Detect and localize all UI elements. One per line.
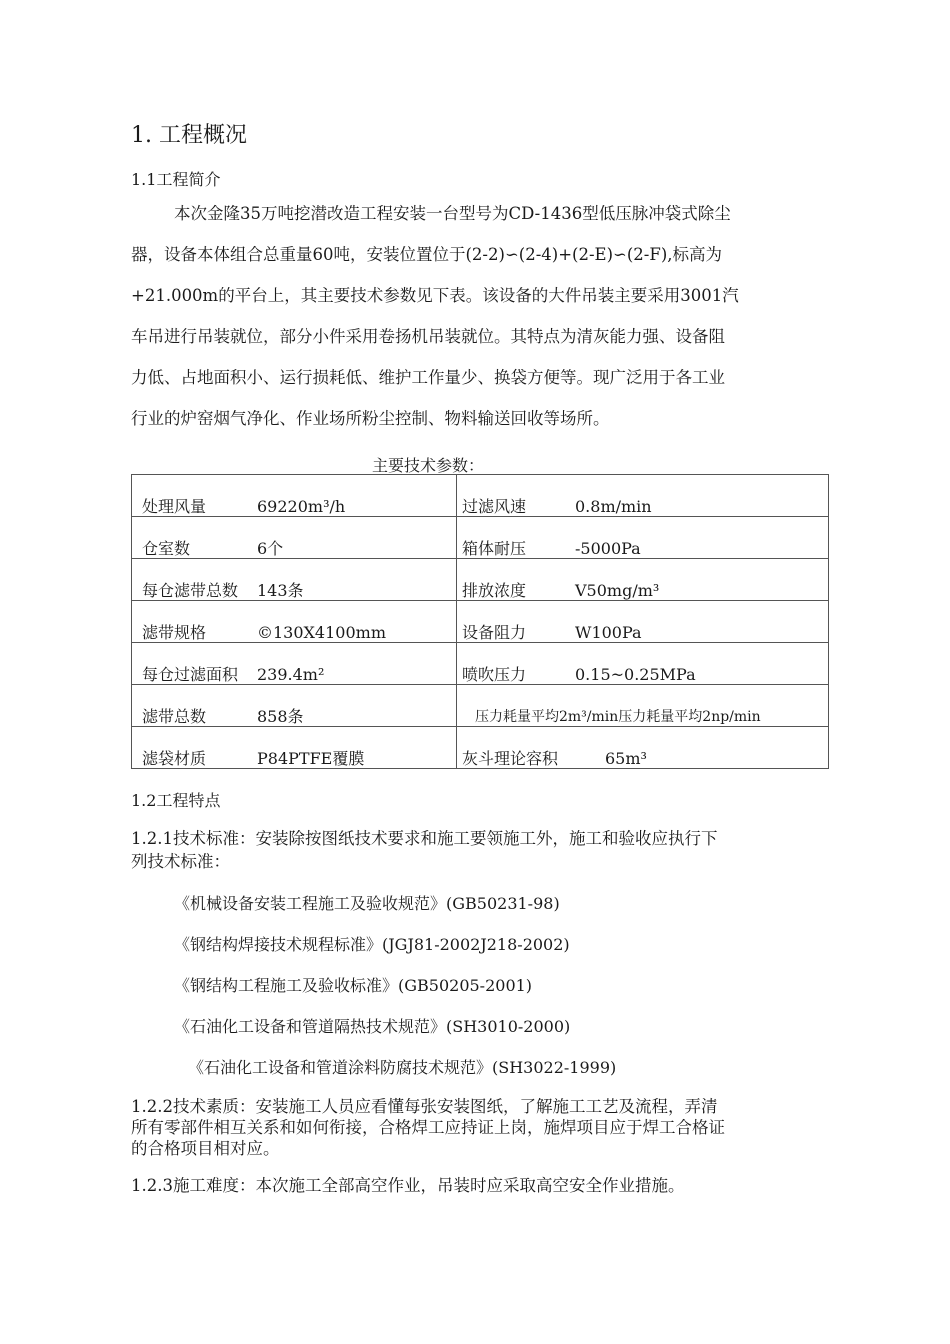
intro-line: 本次金隆35万吨挖潜改造工程安装一台型号为CD-1436型低压脉冲袋式除尘 <box>174 204 731 223</box>
spec-row <box>132 601 829 643</box>
spec-cell-right <box>457 601 829 643</box>
spec-param-name: 滤袋材质 <box>142 749 207 768</box>
table-caption: 主要技术参数： <box>372 456 485 475</box>
spec-param-value: -5000Pa <box>575 539 641 558</box>
spec-param-value: 239.4m² <box>257 665 325 684</box>
spec-row <box>132 643 829 685</box>
spec-param-name: 滤带总数 <box>142 707 207 726</box>
spec-param-value: 69220m³/h <box>257 497 346 516</box>
spec-param-value: 858条 <box>257 707 304 726</box>
paragraph-line: 的合格项目相对应。 <box>131 1139 280 1158</box>
spec-param-value: 压力耗量平均2m³/min压力耗量平均2np/min <box>475 709 761 725</box>
intro-line: 行业的炉窑烟气净化、作业场所粉尘控制、物料输送回收等场所。 <box>131 409 610 428</box>
spec-param-name: 设备阻力 <box>462 623 527 642</box>
subsection-1-2-title: 1.2工程特点 <box>131 791 221 810</box>
spec-param-name: 排放浓度 <box>462 581 527 600</box>
spec-cell-left <box>132 727 457 769</box>
spec-cell-left <box>132 601 457 643</box>
spec-param-value: 6个 <box>257 539 284 558</box>
standard-item: 《钢结构焊接技术规程标准》(JGJ81-2002J218-2002) <box>174 935 570 954</box>
spec-param-value: 143条 <box>257 581 304 600</box>
spec-cell-right <box>457 475 829 517</box>
intro-line: 器，设备本体组合总重量60吨，安装位置位于(2-2)∽(2-4)+(2-E)∽(2-F),标高为 <box>131 245 722 264</box>
spec-table <box>131 474 829 769</box>
spec-param-name: 每仓过滤面积 <box>142 665 239 684</box>
spec-param-name: 处理风量 <box>142 497 207 516</box>
spec-param-name: 喷吹压力 <box>462 665 527 684</box>
standard-item: 《钢结构工程施工及验收标准》(GB50205-2001) <box>174 976 533 995</box>
spec-row <box>132 727 829 769</box>
standard-item: 《机械设备安装工程施工及验收规范》(GB50231-98) <box>174 894 560 913</box>
spec-param-value: 65m³ <box>605 749 647 768</box>
spec-param-value: W100Pa <box>575 623 642 642</box>
standard-item: 《石油化工设备和管道涂料防腐技术规范》(SH3022-1999) <box>188 1058 617 1077</box>
subsection-1-1-title: 1.1工程简介 <box>131 170 221 189</box>
spec-row <box>132 475 829 517</box>
spec-param-name: 灰斗理论容积 <box>462 749 559 768</box>
spec-row <box>132 559 829 601</box>
paragraph-line: 列技术标准： <box>131 852 230 871</box>
spec-cell-right <box>457 559 829 601</box>
spec-cell-right <box>457 643 829 685</box>
spec-cell-left <box>132 643 457 685</box>
spec-param-value: P84PTFE覆膜 <box>257 749 365 768</box>
spec-param-value: 0.8m/min <box>575 497 652 516</box>
spec-cell-right <box>457 685 829 727</box>
spec-param-value: V50mg/m³ <box>575 581 660 600</box>
intro-line: 车吊进行吊装就位，部分小件采用卷扬机吊装就位。其特点为清灰能力强、设备阻 <box>131 327 725 346</box>
spec-param-name: 仓室数 <box>142 539 191 558</box>
spec-cell-right <box>457 517 829 559</box>
spec-row <box>132 517 829 559</box>
spec-param-name: 过滤风速 <box>462 497 527 516</box>
spec-param-name: 箱体耐压 <box>462 539 527 558</box>
paragraph-1-2-3: 1.2.3施工难度：本次施工全部高空作业，吊装时应采取高空安全作业措施。 <box>131 1176 685 1195</box>
spec-row <box>132 685 829 727</box>
spec-cell-left <box>132 475 457 517</box>
paragraph-line: 1.2.1技术标准：安装除按图纸技术要求和施工要领施工外，施工和验收应执行下 <box>131 829 718 848</box>
spec-param-value: 0.15~0.25MPa <box>575 665 696 684</box>
spec-param-value: ©130X4100mm <box>257 623 386 642</box>
spec-cell-left <box>132 517 457 559</box>
spec-param-name: 滤带规格 <box>142 623 207 642</box>
standard-item: 《石油化工设备和管道隔热技术规范》(SH3010-2000) <box>174 1017 571 1036</box>
intro-line: +21.000m的平台上，其主要技术参数见下表。该设备的大件吊装主要采用3001汽 <box>131 286 739 305</box>
spec-cell-right <box>457 727 829 769</box>
spec-cell-left <box>132 559 457 601</box>
spec-param-name: 每仓滤带总数 <box>142 581 239 600</box>
paragraph-line: 1.2.2技术素质：安装施工人员应看懂每张安装图纸，了解施工工艺及流程，弄清 <box>131 1097 718 1116</box>
spec-cell-left <box>132 685 457 727</box>
section-heading: 1. 工程概况 <box>131 123 247 148</box>
paragraph-line: 所有零部件相互关系和如何衔接，合格焊工应持证上岗，施焊项目应于焊工合格证 <box>131 1118 725 1137</box>
intro-line: 力低、占地面积小、运行损耗低、维护工作量少、换袋方便等。现广泛用于各工业 <box>131 368 725 387</box>
